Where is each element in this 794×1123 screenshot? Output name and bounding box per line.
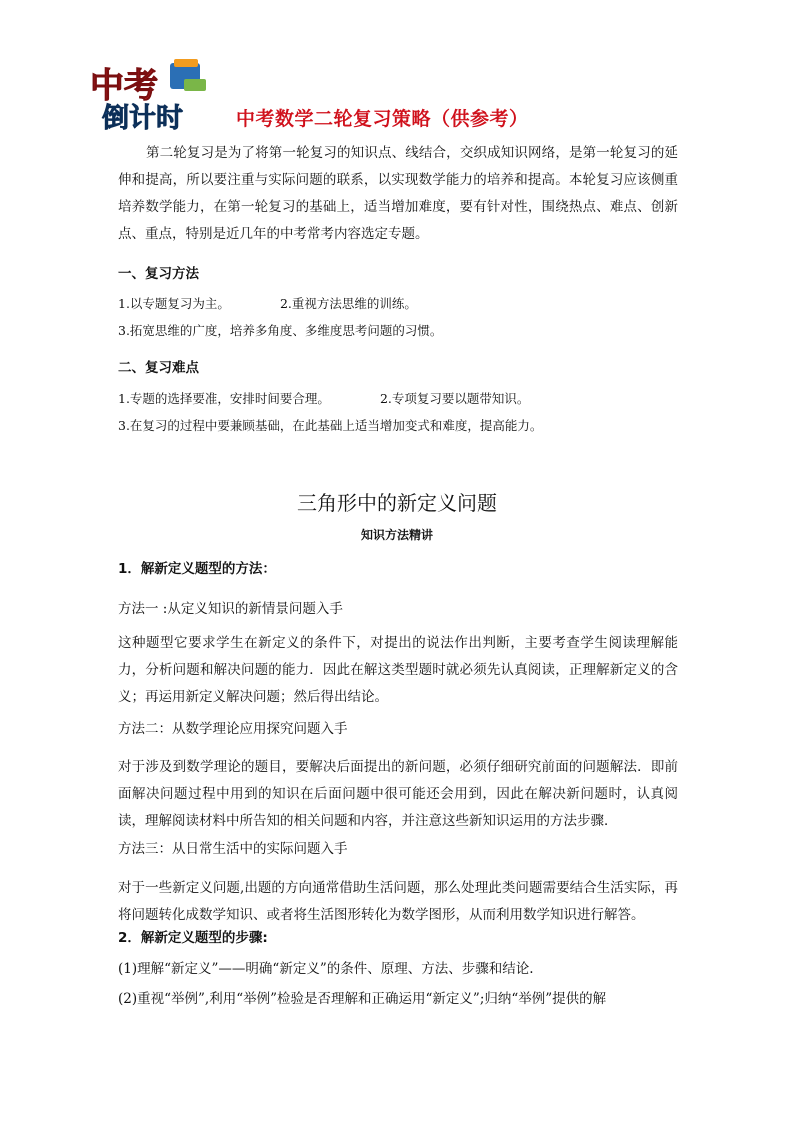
section2-item3: 3.在复习的过程中要兼顾基础，在此基础上适当增加变式和难度，提高能力。 — [118, 418, 543, 433]
section2-item1: 1.专题的选择要准，安排时间要合理。 — [118, 391, 330, 406]
method2-title: 方法二：从数学理论应用探究问题入手 — [118, 721, 348, 737]
method1-text: 这种题型它要求学生在新定义的条件下，对提出的说法作出判断，主要考查学生阅读理解能力，分析问题和解决问题的能力．因此在解这类型题时就必须先认真阅读，正理解新定义的含义；再运用新定义解决问题；然后得出结论。 — [118, 635, 678, 705]
point1-heading: 1．解新定义题型的方法： — [118, 561, 276, 577]
topic-subtitle: 知识方法精讲 — [360, 528, 433, 542]
method3-text: 对于一些新定义问题,出题的方向通常借助生活问题，那么处理此类问题需要结合生活实际，再将问题转化成数学知识、或者将生活图形转化为数学图形，从而利用数学知识进行解答。 — [118, 880, 678, 923]
document-title: 中考数学二轮复习策略（供参考） — [236, 108, 529, 130]
section2-heading: 二、复习难点 — [118, 360, 199, 376]
section1-item1: 1.以专题复习为主。 — [118, 296, 230, 311]
section1-item3: 3.拓宽思维的广度，培养多角度、多维度思考问题的习惯。 — [118, 323, 443, 338]
section2-row1 — [118, 389, 529, 407]
section1-heading: 一、复习方法 — [118, 266, 199, 282]
method3-title: 方法三：从日常生活中的实际问题入手 — [118, 841, 348, 857]
section1-item2: 2.重视方法思维的训练。 — [279, 296, 417, 311]
logo-text-bottom: 倒计时 — [102, 103, 183, 133]
point2-heading: 2．解新定义题型的步骤: — [118, 930, 268, 946]
topic-title: 三角形中的新定义问题 — [297, 491, 497, 515]
section1-row1 — [118, 294, 417, 312]
step2: (2)重视“举例”,利用“举例”检验是否理解和正确运用“新定义”;归纳“举例”提供的解 — [118, 991, 607, 1007]
section2-item2: 2.专项复习要以题带知识。 — [379, 391, 530, 406]
exam-countdown-logo — [88, 55, 216, 133]
step1: (1)理解“新定义”——明确“新定义”的条件、原理、方法、步骤和结论. — [118, 961, 534, 977]
method1-title: 方法一 :从定义知识的新情景问题入手 — [118, 601, 343, 617]
logo-text-top: 中考 — [90, 66, 158, 106]
intro-paragraph: 第二轮复习是为了将第一轮复习的知识点、线结合，交织成知识网络，是第一轮复习的延伸和提高，所以要注重与实际问题的联系，以实现数学能力的培养和提高。本轮复习应该侧重培养数学能力，在第一轮复习的基础上，适当增加难度，要有针对性，围绕热点、难点、创新点、重点，特别是近几年的中考常考内容选定专题。 — [118, 145, 678, 242]
method2-text: 对于涉及到数学理论的题目，要解决后面提出的新问题，必须仔细研究前面的问题解法．即前面解决问题过程中用到的知识在后面问题中很可能还会用到，因此在解决新问题时，认真阅读，理解阅读材料中所告知的相关问题和内容，并注意这些新知识运用的方法步骤． — [118, 759, 678, 829]
